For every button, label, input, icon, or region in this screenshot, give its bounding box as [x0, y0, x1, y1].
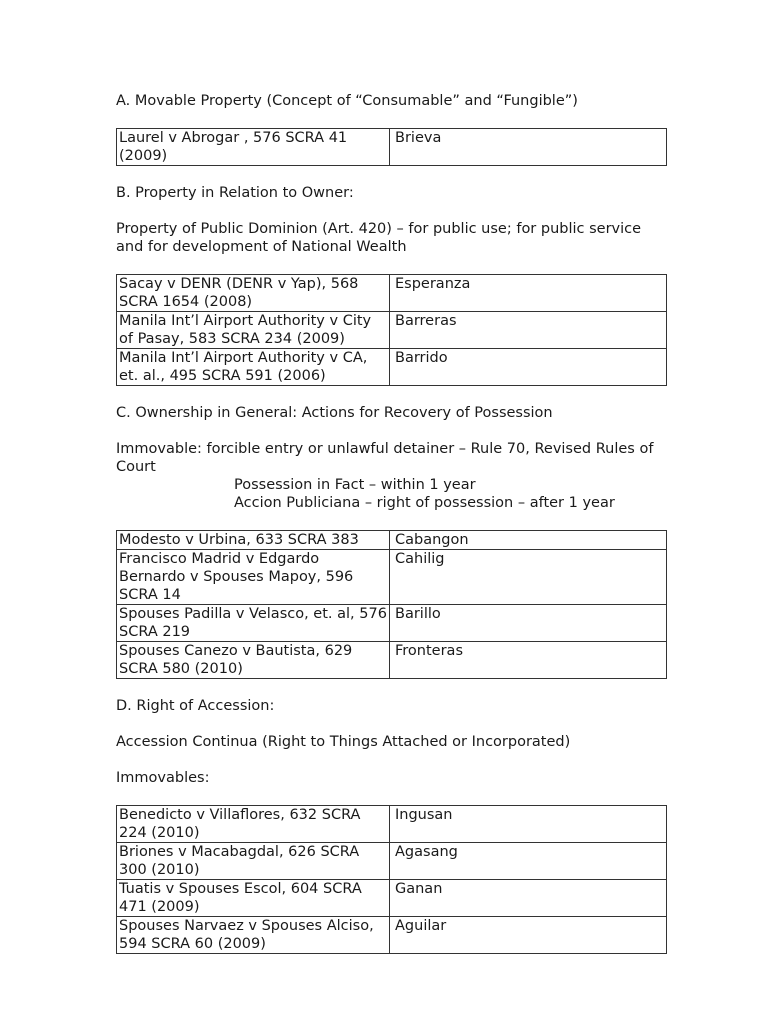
- table-row: [117, 312, 667, 349]
- section-d-heading: D. Right of Accession:: [116, 698, 275, 714]
- reporter-cell: Aguilar: [390, 917, 667, 954]
- section-b-table: [116, 274, 667, 386]
- reporter-cell: Ganan: [390, 880, 667, 917]
- document-page: [116, 92, 661, 954]
- section-c-sub-accion-publiciana: Accion Publiciana – right of possession – after 1 year: [234, 495, 615, 511]
- reporter-cell: Barillo: [390, 605, 667, 642]
- section-c-heading: C. Ownership in General: Actions for Recovery of Possession: [116, 405, 553, 421]
- section-c-table: [116, 530, 667, 679]
- section-c-sub-possession-in-fact: Possession in Fact – within 1 year: [234, 477, 476, 493]
- section-d-note: Accession Continua (Right to Things Attached or Incorporated): [116, 734, 571, 750]
- reporter-cell: Fronteras: [390, 642, 667, 679]
- table-row: [117, 917, 667, 954]
- table-row: [117, 605, 667, 642]
- table-row: [117, 843, 667, 880]
- case-cell: Sacay v DENR (DENR v Yap), 568 SCRA 1654 (2008): [117, 275, 390, 312]
- reporter-cell: Cahilig: [390, 550, 667, 605]
- reporter-cell: Esperanza: [390, 275, 667, 312]
- reporter-cell: Barreras: [390, 312, 667, 349]
- table-row: [117, 880, 667, 917]
- case-cell: Modesto v Urbina, 633 SCRA 383: [117, 531, 390, 550]
- case-cell: Manila Int’l Airport Authority v City of Pasay, 583 SCRA 234 (2009): [117, 312, 390, 349]
- case-cell: Tuatis v Spouses Escol, 604 SCRA 471 (2009): [117, 880, 390, 917]
- table-row: [117, 531, 667, 550]
- table-row: [117, 129, 667, 166]
- case-cell: Briones v Macabagdal, 626 SCRA 300 (2010): [117, 843, 390, 880]
- reporter-cell: Brieva: [390, 129, 667, 166]
- case-cell: Spouses Narvaez v Spouses Alciso, 594 SCRA 60 (2009): [117, 917, 390, 954]
- section-c-note: Immovable: forcible entry or unlawful detainer – Rule 70, Revised Rules of Court: [116, 441, 659, 475]
- reporter-cell: Agasang: [390, 843, 667, 880]
- reporter-cell: Cabangon: [390, 531, 667, 550]
- section-a-table: [116, 128, 667, 166]
- section-b-heading: B. Property in Relation to Owner:: [116, 185, 354, 201]
- case-cell: Benedicto v Villaflores, 632 SCRA 224 (2010): [117, 806, 390, 843]
- case-cell: Spouses Padilla v Velasco, et. al, 576 SCRA 219: [117, 605, 390, 642]
- table-row: [117, 806, 667, 843]
- section-a-heading: A. Movable Property (Concept of “Consumable” and “Fungible”): [116, 93, 578, 109]
- table-row: [117, 349, 667, 386]
- table-row: [117, 550, 667, 605]
- table-row: [117, 642, 667, 679]
- case-cell: Francisco Madrid v Edgardo Bernardo v Spouses Mapoy, 596 SCRA 14: [117, 550, 390, 605]
- section-b-note: Property of Public Dominion (Art. 420) – for public use; for public service and for development of National Wealth: [116, 221, 646, 255]
- case-cell: Manila Int’l Airport Authority v CA, et. al., 495 SCRA 591 (2006): [117, 349, 390, 386]
- reporter-cell: Ingusan: [390, 806, 667, 843]
- table-row: [117, 275, 667, 312]
- case-cell: Spouses Canezo v Bautista, 629 SCRA 580 (2010): [117, 642, 390, 679]
- case-cell: Laurel v Abrogar , 576 SCRA 41 (2009): [117, 129, 390, 166]
- section-d-sub: Immovables:: [116, 770, 210, 786]
- reporter-cell: Barrido: [390, 349, 667, 386]
- section-d-table: [116, 805, 667, 954]
